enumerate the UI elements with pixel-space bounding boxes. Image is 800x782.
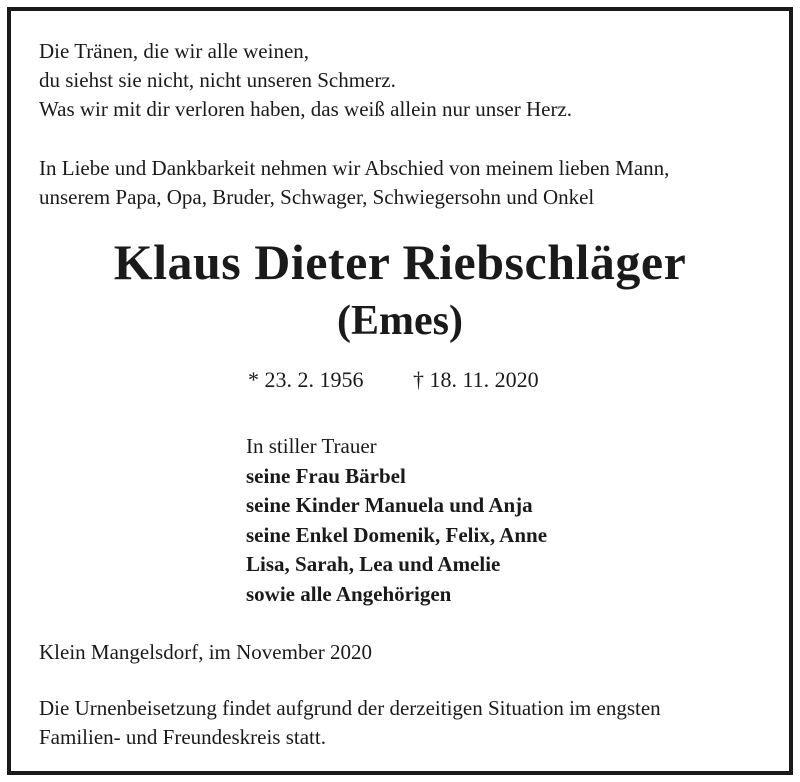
mourner-line: seine Enkel Domenik, Felix, Anne	[246, 522, 548, 547]
intro-text	[39, 154, 669, 212]
note-line: Die Urnenbeisetzung findet aufgrund der derzeitigen Situation im engsten	[39, 696, 661, 720]
intro-line: In Liebe und Dankbarkeit nehmen wir Abschied von meinem lieben Mann,	[39, 156, 670, 180]
mourner-line: seine Kinder Manuela und Anja	[246, 493, 533, 517]
note-line: Familien- und Freundeskreis statt.	[39, 725, 326, 749]
mourners-heading: In stiller Trauer	[246, 434, 377, 458]
mourners-block	[246, 432, 547, 609]
poem	[39, 37, 572, 124]
mourner-line: seine Frau Bärbel	[246, 463, 406, 488]
burial-note	[39, 694, 661, 752]
poem-line: Die Tränen, die wir alle weinen,	[39, 39, 310, 63]
obituary-content	[11, 11, 789, 771]
intro-line: unserem Papa, Opa, Bruder, Schwager, Schwiegersohn und Onkel	[39, 185, 595, 209]
poem-line: Was wir mit dir verloren haben, das weiß allein nur unser Herz.	[39, 97, 573, 121]
place-date: Klein Mangelsdorf, im November 2020	[39, 640, 373, 664]
mourner-line: sowie alle Angehörigen	[246, 581, 452, 606]
death-date: † 18. 11. 2020	[413, 367, 539, 392]
deceased-name: Klaus Dieter Riebschläger	[113, 234, 687, 290]
obituary-frame	[7, 7, 793, 775]
mourner-line: Lisa, Sarah, Lea und Amelie	[246, 552, 501, 576]
deceased-nickname: (Emes)	[337, 298, 463, 344]
poem-line: du siehst sie nicht, nicht unseren Schmerz.	[39, 68, 396, 92]
birth-date: * 23. 2. 1956	[248, 367, 364, 392]
life-dates	[248, 365, 539, 395]
